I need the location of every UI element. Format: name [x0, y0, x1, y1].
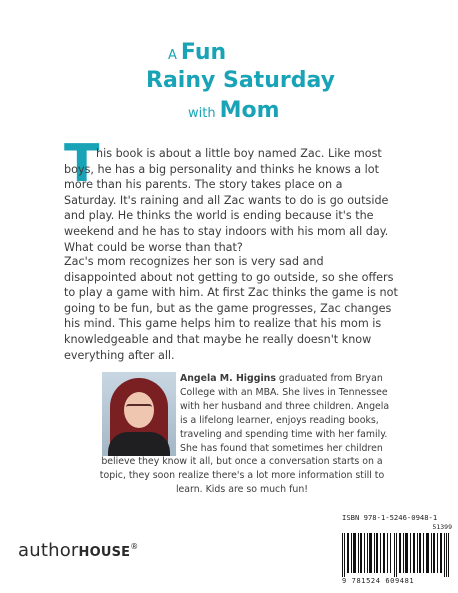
title-word-a: A	[168, 48, 177, 63]
author-photo	[102, 372, 176, 456]
isbn-label: ISBN 978-1-5246-0948-1	[342, 513, 438, 522]
barcode-digits: 9 781524 609481	[342, 577, 415, 585]
title-line-3	[188, 98, 280, 123]
logo-prefix: author	[18, 540, 79, 561]
description-paragraph-2: Zac's mom recognizes her son is very sad and disappointed about not getting to go outside, so she offers to play a game with him. At first Zac thinks the game is not going to be fun, but as the game progresses, Zac changes his mind. This game helps him to realize that his mom is knowledgeable and that maybe he really doesn't know everything after all.	[64, 255, 398, 362]
title-word-fun: Fun	[180, 40, 227, 65]
barcode-icon	[342, 533, 450, 577]
title-word-with: with	[188, 106, 216, 121]
logo-caps: HOUSE	[78, 545, 131, 560]
isbn-barcode-block	[336, 511, 454, 593]
author-name: Angela M. Higgins	[180, 373, 276, 384]
author-bio-continued: believe they know it all, but once a conversation starts on a topic, they soon realize there's a lot more information still to learn. Kids are so much fun!	[99, 456, 385, 495]
logo-registered-mark: ®	[130, 542, 139, 551]
title-line-1	[168, 40, 226, 65]
title-word-mom: Mom	[219, 98, 280, 123]
isbn-price-code: 51399	[432, 523, 452, 531]
author-bio-text: graduated from Bryan College with an MBA. She lives in Tennessee with her husband and three children. Angela is a lifelong learner, enjoys reading books, traveling and spending time with her family. She has found that sometimes her children	[180, 373, 390, 454]
author-bio	[180, 372, 390, 456]
publisher-logo	[18, 540, 138, 561]
title-line-2: Rainy Saturday	[146, 68, 335, 93]
description-paragraph-1: his book is about a little boy named Zac. Like most boys, he has a big personality and thinks he knows a lot more than his parents. The story takes place on a Saturday. It's raining and all Zac wants to do is go outside and play. He thinks the world is ending because it's the weekend and he has to stay indoors with his mom all day. What could be worse than that?	[64, 147, 389, 254]
drop-cap: T	[64, 134, 100, 194]
